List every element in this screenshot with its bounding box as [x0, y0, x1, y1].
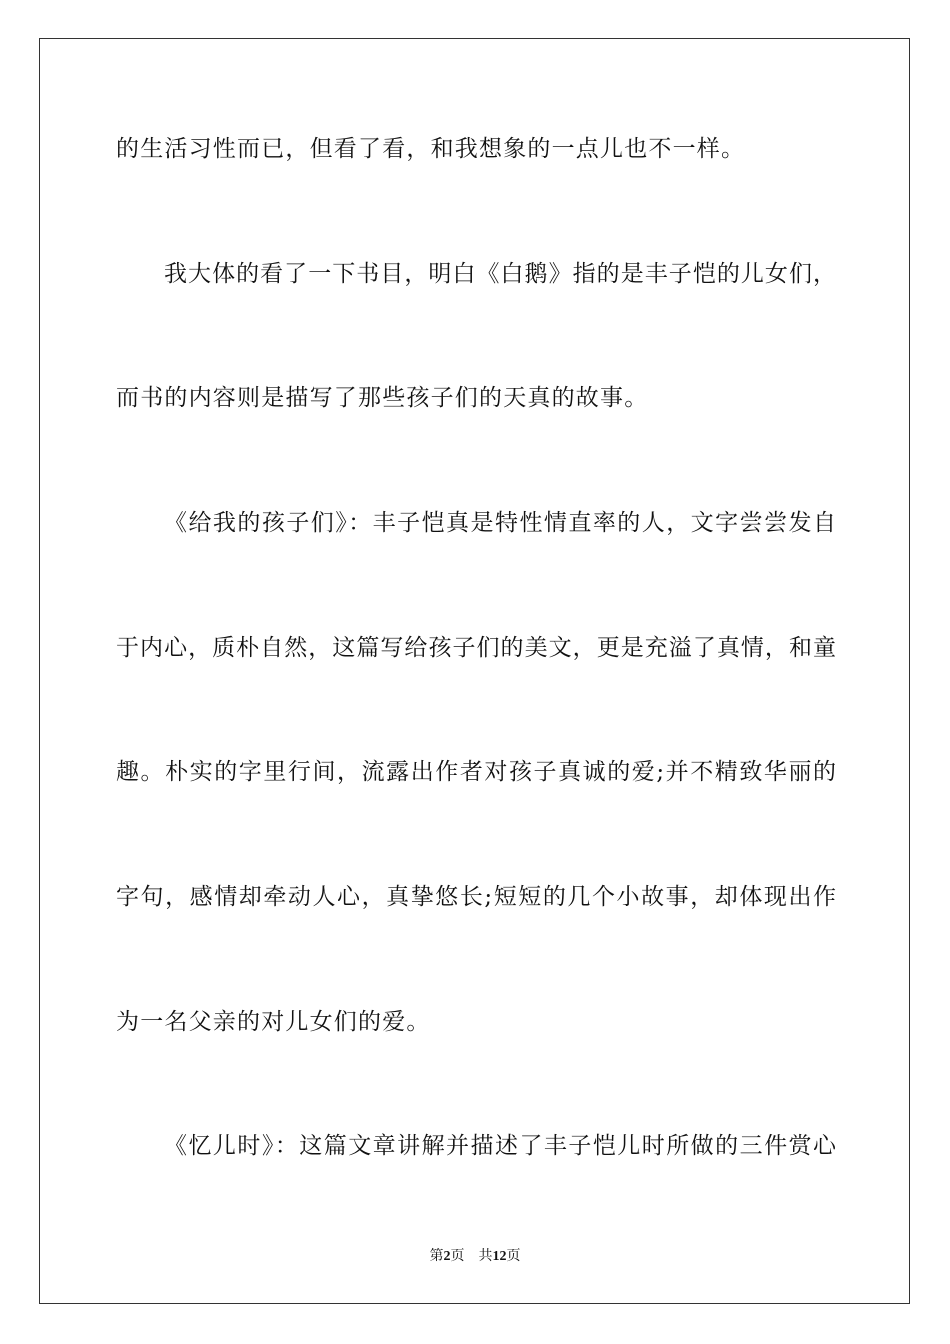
total-prefix: 共: [478, 1249, 493, 1264]
page-suffix: 页: [450, 1249, 465, 1264]
text-line-4: 《给我的孩子们》：丰子恺真是特性情直率的人，文字尝尝发自: [164, 510, 836, 536]
text-line-8: 为一名父亲的对儿女们的爱。: [116, 1009, 431, 1035]
text-line-7: 字句，感情却牵动人心，真挚悠长;短短的几个小故事，却体现出作: [116, 884, 836, 910]
total-suffix: 页: [506, 1249, 521, 1264]
total-pages: 12: [492, 1249, 507, 1264]
page-border: [39, 38, 910, 1304]
text-line-3: 而书的内容则是描写了那些孩子们的天真的故事。: [116, 385, 649, 411]
page-footer: [0, 1247, 950, 1267]
page-number: 2: [443, 1249, 451, 1264]
text-line-9: 《忆儿时》：这篇文章讲解并描述了丰子恺儿时所做的三件赏心: [164, 1133, 836, 1159]
text-line-5: 于内心，质朴自然，这篇写给孩子们的美文，更是充溢了真情，和童: [116, 635, 836, 661]
text-line-6: 趣。朴实的字里行间，流露出作者对孩子真诚的爱;并不精致华丽的: [116, 759, 836, 785]
text-line-1: 的生活习性而已，但看了看，和我想象的一点儿也不一样。: [116, 136, 746, 162]
text-line-2: 我大体的看了一下书目，明白《白鹅》指的是丰子恺的儿女们，: [164, 261, 836, 287]
page-prefix: 第: [429, 1249, 444, 1264]
